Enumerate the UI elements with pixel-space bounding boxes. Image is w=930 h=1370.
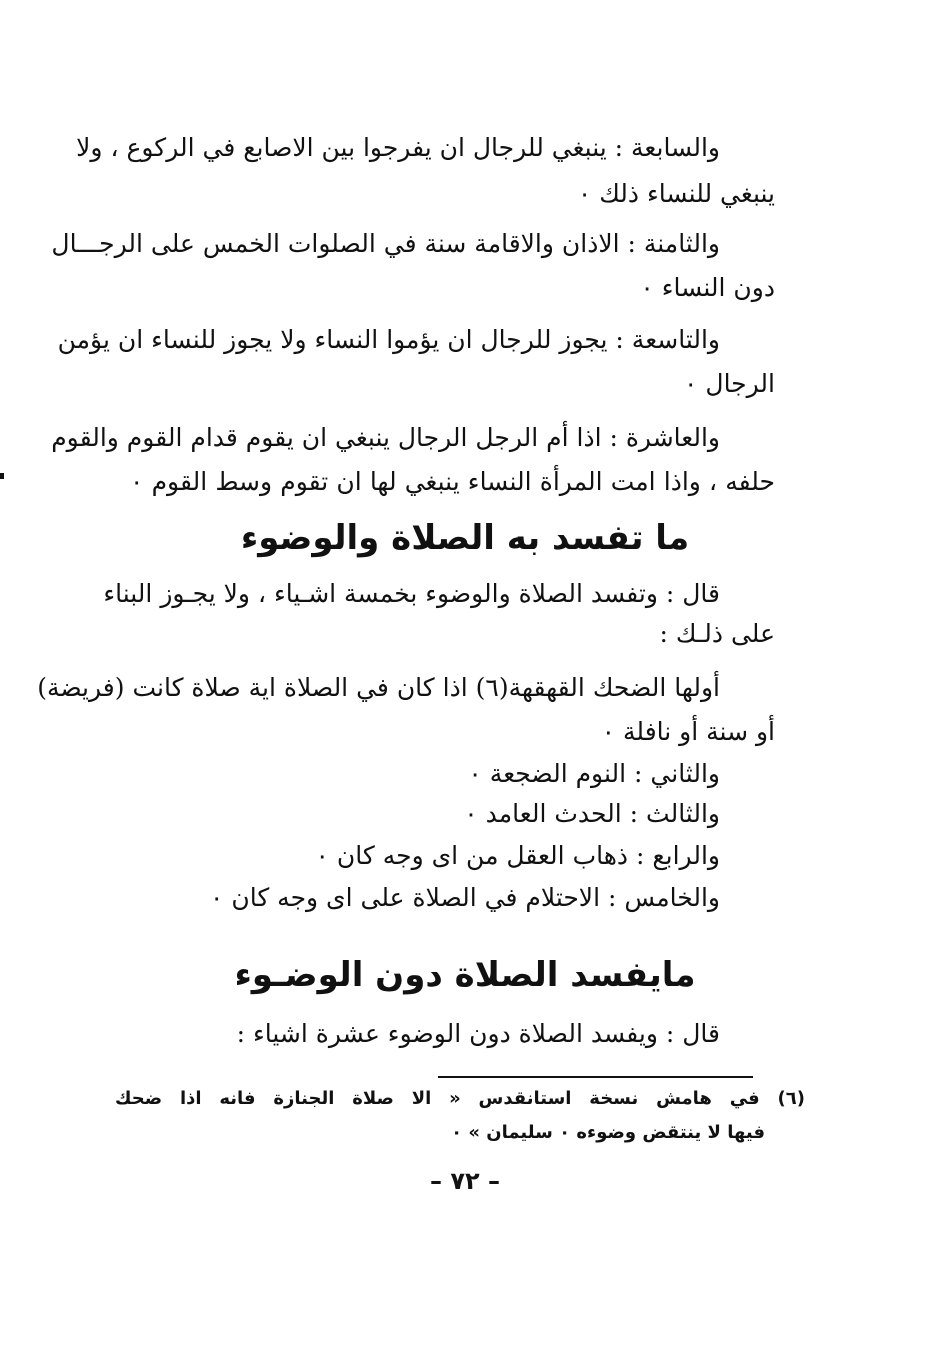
footnote-line-2: فيها لا ينتقض وضوءه ٠ سليمان » ٠ <box>451 1122 765 1143</box>
section1-intro-line-2: على ذلـك : <box>659 619 775 648</box>
paragraph-seventh-line-1: والسابعة : ينبغي للرجال ان يفرجوا بين الاصابع في الركوع ، ولا <box>76 133 720 162</box>
section1-first-item-line-1: أولها الضحك القهقهة(٦) اذا كان في الصلاة اية صلاة كانت (فريضة) <box>37 673 720 702</box>
paragraph-ninth-line-2: الرجال ٠ <box>684 369 775 398</box>
section2-intro: قال : ويفسد الصلاة دون الوضوء عشرة اشياء : <box>236 1019 720 1048</box>
paragraph-tenth-line-1: والعاشرة : اذا أم الرجل الرجال ينبغي ان يقوم قدام القوم والقوم <box>51 423 720 452</box>
section1-item-second: والثاني : النوم الضجعة ٠ <box>468 759 720 788</box>
paragraph-seventh-line-2: ينبغي للنساء ذلك ٠ <box>577 179 775 208</box>
paragraph-tenth-line-2: حلفه ، واذا امت المرأة النساء ينبغي لها ان تقوم وسط القوم ٠ <box>130 467 775 496</box>
footnote-line-1: (٦) في هامش نسخة استانقدس « الا صلاة الجنازة فانه اذا ضحك <box>115 1088 805 1109</box>
footnote-separator <box>438 1076 753 1078</box>
paragraph-eighth-line-1: والثامنة : الاذان والاقامة سنة في الصلوات الخمس على الرجـــال <box>51 229 720 258</box>
section1-item-fifth: والخامس : الاحتلام في الصلاة على اى وجه كان ٠ <box>209 883 720 912</box>
paragraph-eighth-line-2: دون النساء ٠ <box>640 273 775 302</box>
section-heading-prayer-only: مايفسد الصلاة دون الوضـوء <box>234 955 696 995</box>
paragraph-ninth-line-1: والتاسعة : يجوز للرجال ان يؤموا النساء ولا يجوز للنساء ان يؤمن <box>57 325 720 354</box>
section1-first-item-line-2: أو سنة أو نافلة ٠ <box>601 717 775 746</box>
section1-item-fourth: والرابع : ذهاب العقل من اى وجه كان ٠ <box>315 841 720 870</box>
section-heading-invalidators: ما تفسد به الصلاة والوضوء <box>240 518 690 558</box>
page-number: – ٧٢ – <box>429 1167 500 1195</box>
scan-edge-mark <box>0 473 4 479</box>
section1-intro-line-1: قال : وتفسد الصلاة والوضوء بخمسة اشـياء ، ولا يجـوز البناء <box>103 579 720 608</box>
section1-item-third: والثالث : الحدث العامد ٠ <box>464 799 720 828</box>
